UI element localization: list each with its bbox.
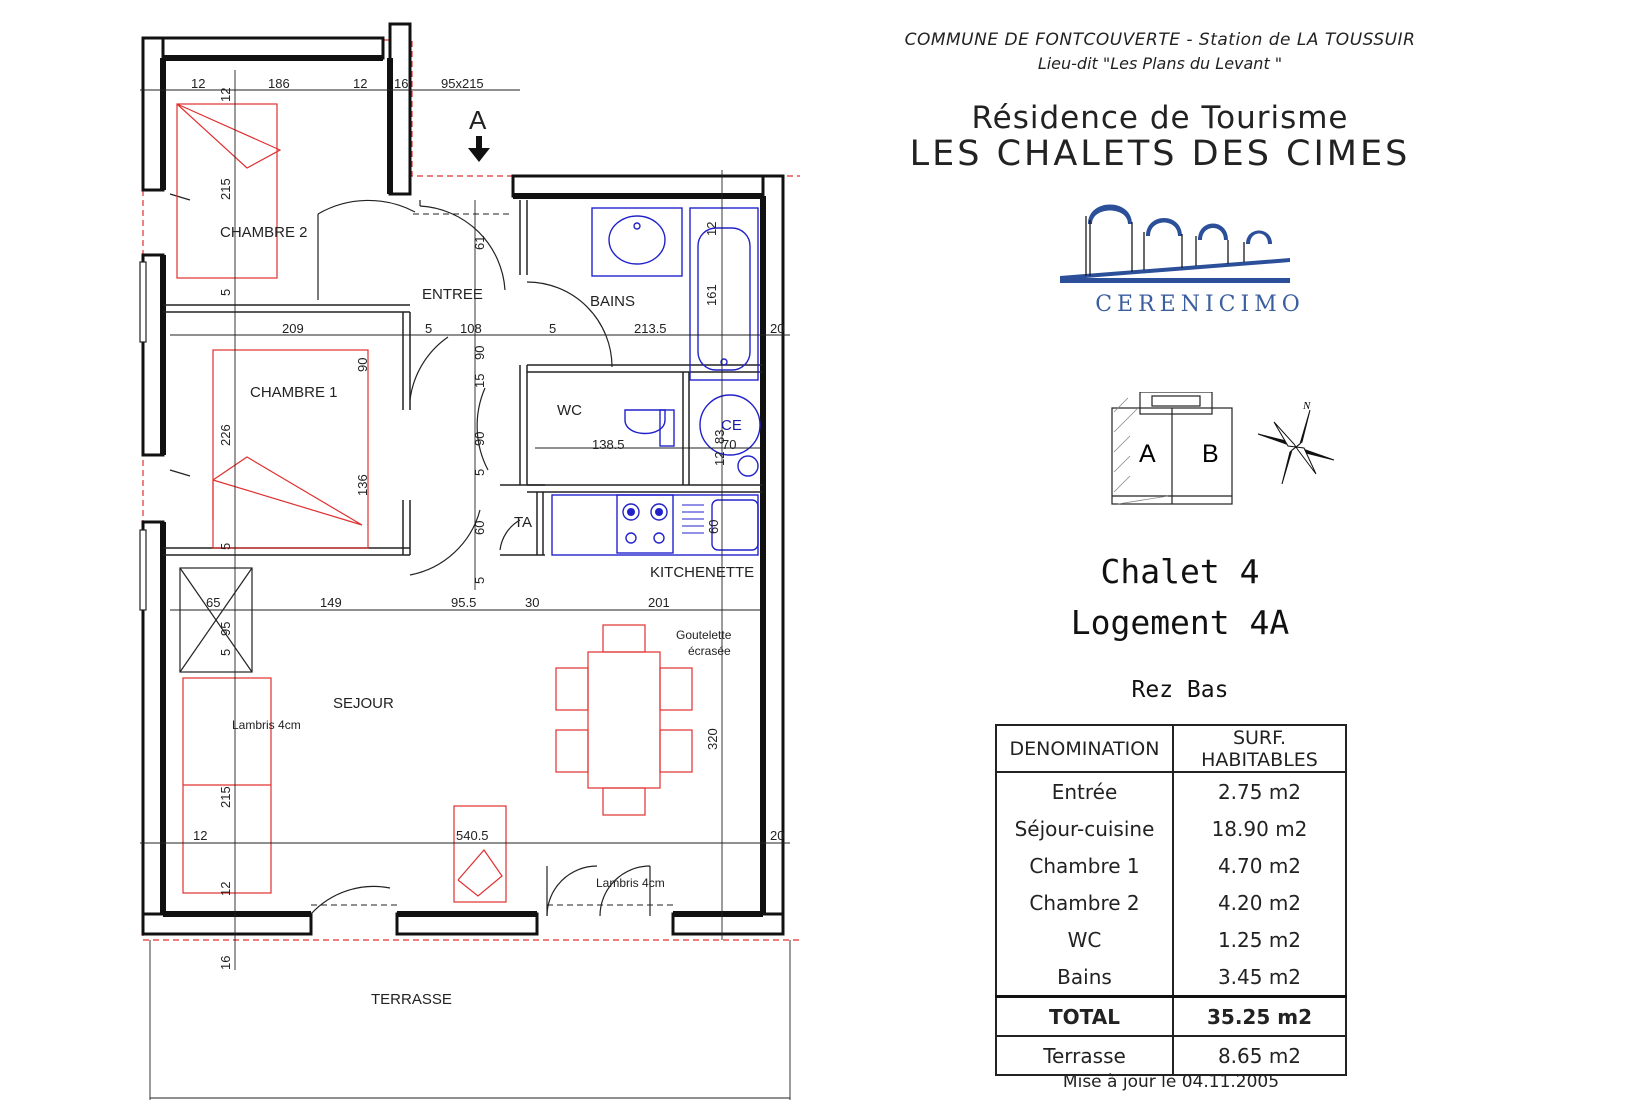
floor-plan — [0, 0, 800, 1114]
col-surface: SURF. HABITABLES — [1173, 725, 1346, 772]
dim-label: 20 — [770, 321, 785, 336]
dim-label: 15 — [472, 373, 487, 388]
section-arrow — [468, 136, 490, 162]
row-surface: 4.70 m2 — [1173, 847, 1346, 884]
dim-label: 5 — [472, 468, 487, 476]
furniture-beds — [177, 104, 368, 548]
dim-label: 108 — [460, 321, 482, 336]
dim-label: 70 — [722, 437, 737, 452]
dim-label: 12 — [218, 87, 233, 102]
table-row — [996, 810, 1346, 847]
table-row — [996, 884, 1346, 921]
total-surface: 35.25 m2 — [1173, 997, 1346, 1037]
row-name: WC — [996, 921, 1173, 958]
table-row — [996, 772, 1346, 810]
row-surface: 4.20 m2 — [1173, 884, 1346, 921]
total-name: TOTAL — [996, 997, 1173, 1037]
dim-label: 215 — [218, 178, 233, 200]
hob-burners — [627, 508, 663, 516]
cerenicimo-logo-icon — [1060, 196, 1340, 296]
note-goutelette: Goutelette — [676, 628, 732, 642]
room-wc: WC — [557, 402, 582, 419]
dim-label: 5 — [218, 542, 233, 550]
shaft — [180, 568, 252, 672]
dim-label: 60 — [472, 520, 487, 535]
terrace-surface: 8.65 m2 — [1173, 1036, 1346, 1075]
dim-label: 136 — [355, 474, 370, 496]
update-date: Mise à jour le 04.11.2005 — [1062, 1072, 1280, 1092]
dim-label: 95.5 — [451, 595, 477, 610]
dim-label: 540.5 — [456, 828, 489, 843]
row-surface: 1.25 m2 — [1173, 921, 1346, 958]
note-lambris-2: Lambris 4cm — [596, 876, 665, 890]
dim-label: 5 — [472, 576, 487, 584]
dim-label: 5 — [425, 321, 433, 336]
dim-label: 209 — [282, 321, 304, 336]
logo-text: CERENICIMO — [1095, 292, 1305, 317]
dim-label: 12 — [353, 76, 368, 91]
table-row — [996, 847, 1346, 884]
dim-label: 320 — [705, 728, 720, 750]
dim-label: 12 — [218, 881, 233, 896]
row-surface: 18.90 m2 — [1173, 810, 1346, 847]
lieu-dit-line: Lieu-dit "Les Plans du Levant " — [1037, 54, 1283, 73]
level-title: Rez Bas — [1131, 677, 1229, 703]
table-terrace-row — [996, 1036, 1346, 1075]
terrace-name: Terrasse — [996, 1036, 1173, 1075]
dim-label: 83 — [712, 429, 727, 444]
dim-label: 161 — [704, 284, 719, 306]
row-name: Entrée — [996, 772, 1173, 810]
room-kitchenette: KITCHENETTE — [650, 564, 755, 581]
key-plan-unit-a: A — [1139, 440, 1156, 468]
note-ecrasee: écrasée — [688, 644, 731, 658]
dim-label: 149 — [320, 595, 342, 610]
dim-label: 16 — [218, 955, 233, 970]
dim-label: 12 — [712, 451, 727, 466]
dim-label: 5 — [549, 321, 557, 336]
room-ta: TA — [514, 514, 533, 531]
room-terrasse: TERRASSE — [371, 991, 452, 1008]
note-lambris-1: Lambris 4cm — [232, 718, 301, 732]
row-name: Séjour-cuisine — [996, 810, 1173, 847]
dim-label: 90 — [472, 431, 487, 446]
row-name: Bains — [996, 958, 1173, 997]
dim-label: 5 — [218, 648, 233, 656]
north-label: N — [1303, 400, 1311, 412]
room-chambre-2: CHAMBRE 2 — [220, 224, 308, 241]
col-denomination: DENOMINATION — [996, 725, 1173, 772]
north-compass-icon — [1254, 402, 1338, 492]
room-chambre-1: CHAMBRE 1 — [250, 384, 338, 401]
dim-label: 60 — [706, 519, 721, 534]
row-name: Chambre 1 — [996, 847, 1173, 884]
dim-label: 12 — [193, 828, 208, 843]
door-headers — [311, 214, 673, 905]
dim-label: 61 — [472, 235, 487, 250]
dim-label: 213.5 — [634, 321, 667, 336]
row-name: Chambre 2 — [996, 884, 1173, 921]
chalet-title: Chalet 4 — [1100, 552, 1260, 591]
dim-label: 12 — [704, 221, 719, 236]
dim-label: 186 — [268, 76, 290, 91]
logement-title: Logement 4A — [1070, 603, 1290, 642]
dim-label: 90 — [355, 357, 370, 372]
dim-label: 20 — [770, 828, 785, 843]
dim-label: 90 — [472, 345, 487, 360]
row-surface: 3.45 m2 — [1173, 958, 1346, 997]
ce-label: CE — [721, 417, 742, 434]
dim-label: 65 — [206, 595, 221, 610]
sanitary-fixtures — [552, 208, 760, 555]
drainer-lines — [682, 505, 704, 533]
dim-label: 215 — [218, 786, 233, 808]
key-plan-unit-b: B — [1202, 440, 1219, 468]
dim-label: 30 — [525, 595, 540, 610]
section-label: A — [469, 105, 487, 135]
room-sejour: SEJOUR — [333, 695, 394, 712]
chalets-title: LES CHALETS DES CIMES — [909, 134, 1411, 174]
residence-title: Résidence de Tourisme — [971, 100, 1349, 136]
furniture-living — [183, 625, 692, 902]
surface-table — [995, 724, 1347, 1076]
room-entree: ENTREE — [422, 286, 483, 303]
dim-label: 12 — [191, 76, 206, 91]
dim-label: 201 — [648, 595, 670, 610]
table-header-row — [996, 725, 1346, 772]
table-row — [996, 921, 1346, 958]
dim-label: 95 — [218, 621, 233, 636]
table-row — [996, 958, 1346, 997]
dim-label: 16 — [394, 76, 409, 91]
dim-label: 138.5 — [592, 437, 625, 452]
commune-line: COMMUNE DE FONTCOUVERTE - Station de LA TOUSSUIR — [904, 30, 1416, 50]
dim-label: 5 — [218, 288, 233, 296]
row-surface: 2.75 m2 — [1173, 772, 1346, 810]
dim-label: 95x215 — [441, 76, 484, 91]
table-total-row — [996, 997, 1346, 1037]
room-bains: BAINS — [590, 293, 636, 310]
dim-label: 226 — [218, 424, 233, 446]
